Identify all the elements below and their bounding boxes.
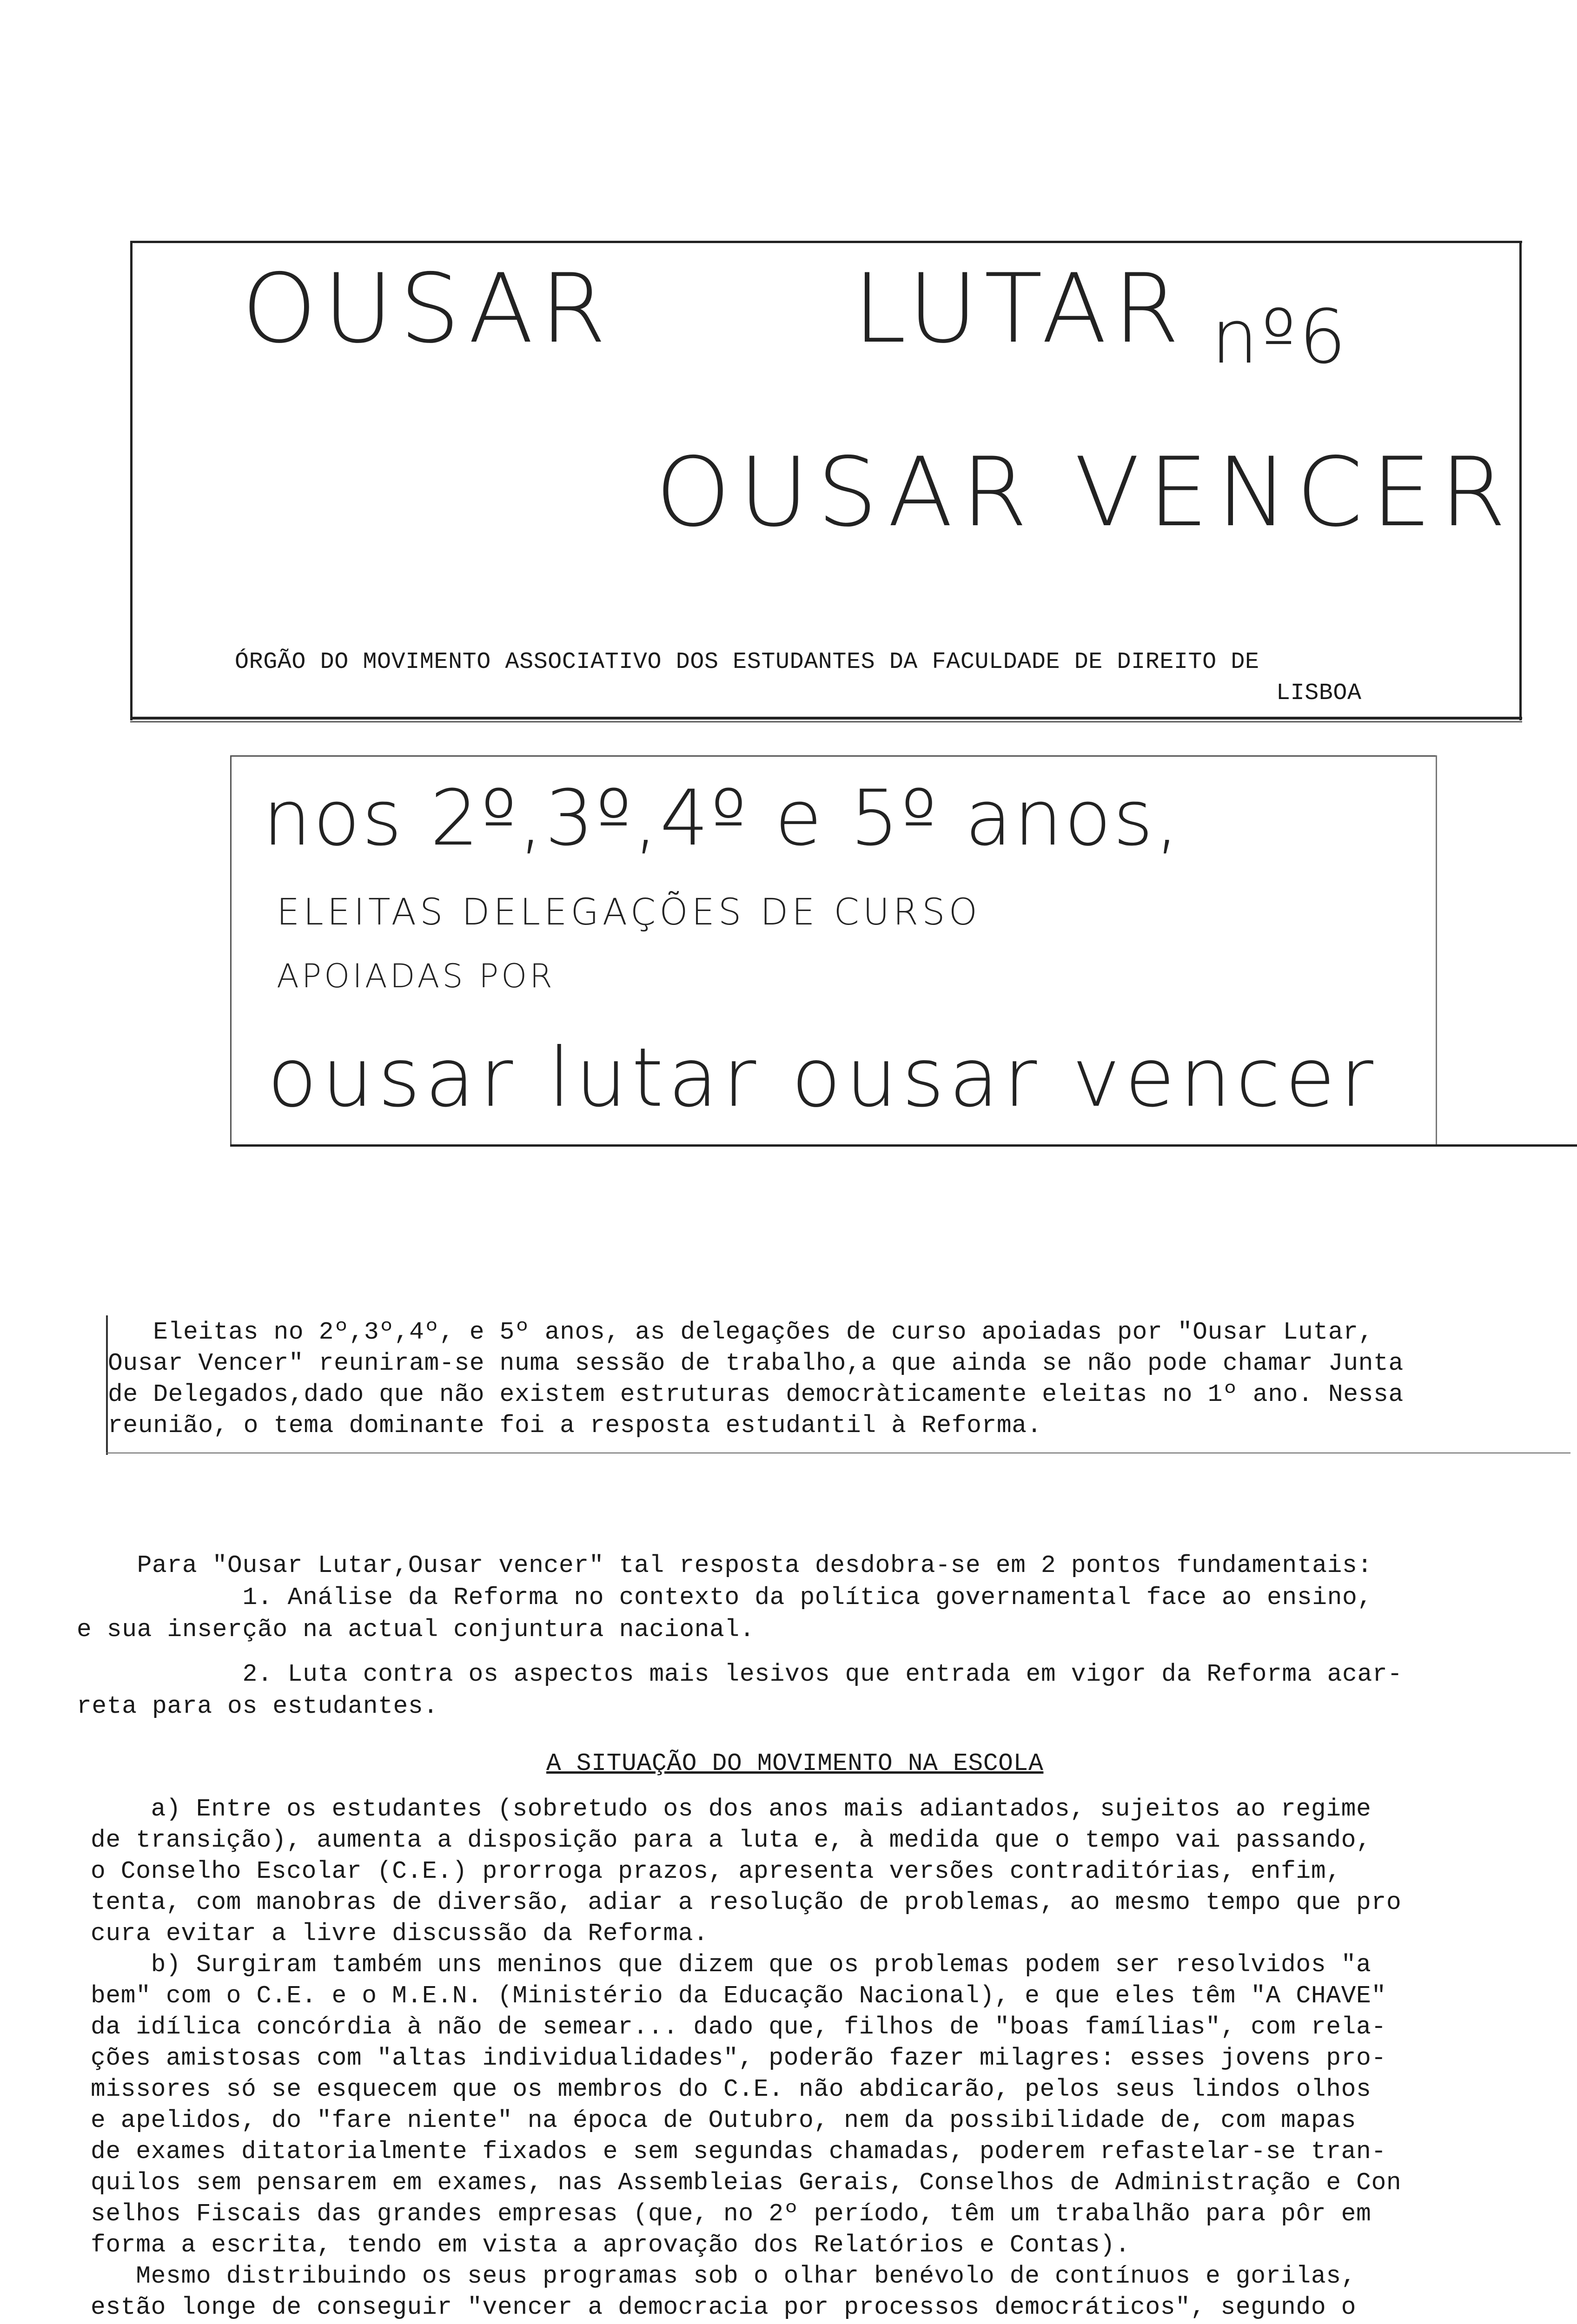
body-line-13: quilos sem pensarem em exames, nas Assembleias Gerais, Conselhos de Administração e Con: [91, 2169, 1402, 2197]
points-line-4: 2. Luta contra os aspectos mais lesivos que entrada em vigor da Reforma acar-: [77, 1660, 1403, 1688]
points-line-5: reta para os estudantes.: [77, 1692, 438, 1720]
intro-line-1: Eleitas no 2º,3º,4º, e 5º anos, as delegações de curso apoiadas por "Ousar Lutar,: [108, 1318, 1374, 1346]
body-line-8: da idílica concórdia à não de semear... dado que, filhos de "boas famílias", com rela-: [91, 2013, 1386, 2041]
body-line-12: de exames ditatorialmente fixados e sem segundas chamadas, poderem refastelar-se tran-: [91, 2138, 1386, 2166]
title-ousar-vencer: OUSAR VENCER: [656, 437, 1515, 548]
masthead-left-border: [130, 241, 133, 720]
intro-line-2: Ousar Vencer" reuniram-se numa sessão de trabalho,a que ainda se não pode chamar Junta: [108, 1349, 1404, 1377]
banner-elected: ELEITAS DELEGAÇÕES DE CURSO: [277, 891, 981, 933]
body-line-4: tenta, com manobras de diversão, adiar a resolução de problemas, ao mesmo tempo que pro: [91, 1888, 1402, 1916]
intro-bottom-border: [106, 1452, 1570, 1453]
body-line-5: cura evitar a livre discussão da Reforma.: [91, 1920, 709, 1948]
banner-left-border: [230, 755, 232, 1146]
body-line-17: estão longe de conseguir "vencer a democracia por processos democráticos", segundo o: [91, 2293, 1357, 2321]
body-line-7: bem" com o C.E. e o M.E.N. (Ministério da Educação Nacional), e que eles têm "A CHAVE": [91, 1982, 1386, 2010]
body-line-1: a) Entre os estudantes (sobretudo os dos anos mais adiantados, sujeitos ao regime: [91, 1795, 1372, 1823]
title-ousar: OUSAR: [242, 254, 613, 364]
body-line-6: b) Surgiram também uns meninos que dizem que os problemas podem ser resolvidos "a: [91, 1951, 1372, 1979]
issue-number: nº6: [1211, 293, 1349, 380]
body-line-16: Mesmo distribuindo os seus programas sob o olhar benévolo de contínuos e gorilas,: [91, 2262, 1357, 2290]
banner-supported-by: APOIADAS POR: [277, 957, 555, 995]
points-line-1: Para "Ousar Lutar,Ousar vencer" tal resposta desdobra-se em 2 pontos fundamentais:: [77, 1552, 1372, 1579]
masthead-right-border: [1519, 241, 1522, 720]
banner-right-border: [1436, 755, 1437, 1146]
body-line-10: missores só se esquecem que os membros do C.E. não abdicarão, pelos seus lindos olhos: [91, 2075, 1372, 2103]
masthead-subtitle-line1: ÓRGÃO DO MOVIMENTO ASSOCIATIVO DOS ESTUDANTES DA FACULDADE DE DIREITO DE: [235, 649, 1259, 675]
points-line-2: 1. Análise da Reforma no contexto da política governamental face ao ensino,: [77, 1584, 1372, 1611]
masthead-bottom-border-2: [130, 721, 1522, 722]
banner-bottom-border: [230, 1144, 1577, 1147]
body-line-15: forma a escrita, tendo em vista a aprovação dos Relatórios e Contas).: [91, 2231, 1130, 2259]
body-line-11: e apelidos, do "fare niente" na época de Outubro, nem da possibilidade de, com mapas: [91, 2106, 1357, 2134]
intro-line-4: reunião, o tema dominante foi a resposta estudantil à Reforma.: [108, 1412, 1042, 1439]
title-lutar: LUTAR: [853, 254, 1186, 364]
points-line-3: e sua inserção na actual conjuntura nacional.: [77, 1616, 755, 1644]
masthead-top-border: [130, 241, 1522, 243]
banner-slogan: ousar lutar ousar vencer: [267, 1031, 1378, 1125]
masthead-subtitle-line2: LISBOA: [1276, 680, 1362, 706]
masthead-bottom-border: [130, 717, 1522, 720]
intro-line-3: de Delegados,dado que não existem estruturas democràticamente eleitas no 1º ano. Nessa: [108, 1380, 1404, 1408]
body-line-9: ções amistosas com "altas individualidades", poderão fazer milagres: esses jovens pro-: [91, 2044, 1386, 2072]
body-line-3: o Conselho Escolar (C.E.) prorroga prazos, apresenta versões contraditórias, enfim,: [91, 1857, 1341, 1885]
banner-years: nos 2º,3º,4º e 5º anos,: [263, 773, 1181, 863]
banner-top-border: [230, 755, 1437, 757]
body-line-14: selhos Fiscais das grandes empresas (que, no 2º período, têm um trabalhão para pôr em: [91, 2200, 1372, 2228]
section-title: A SITUAÇÃO DO MOVIMENTO NA ESCOLA: [546, 1750, 1044, 1777]
body-line-2: de transição), aumenta a disposição para a luta e, à medida que o tempo vai passando,: [91, 1826, 1372, 1854]
